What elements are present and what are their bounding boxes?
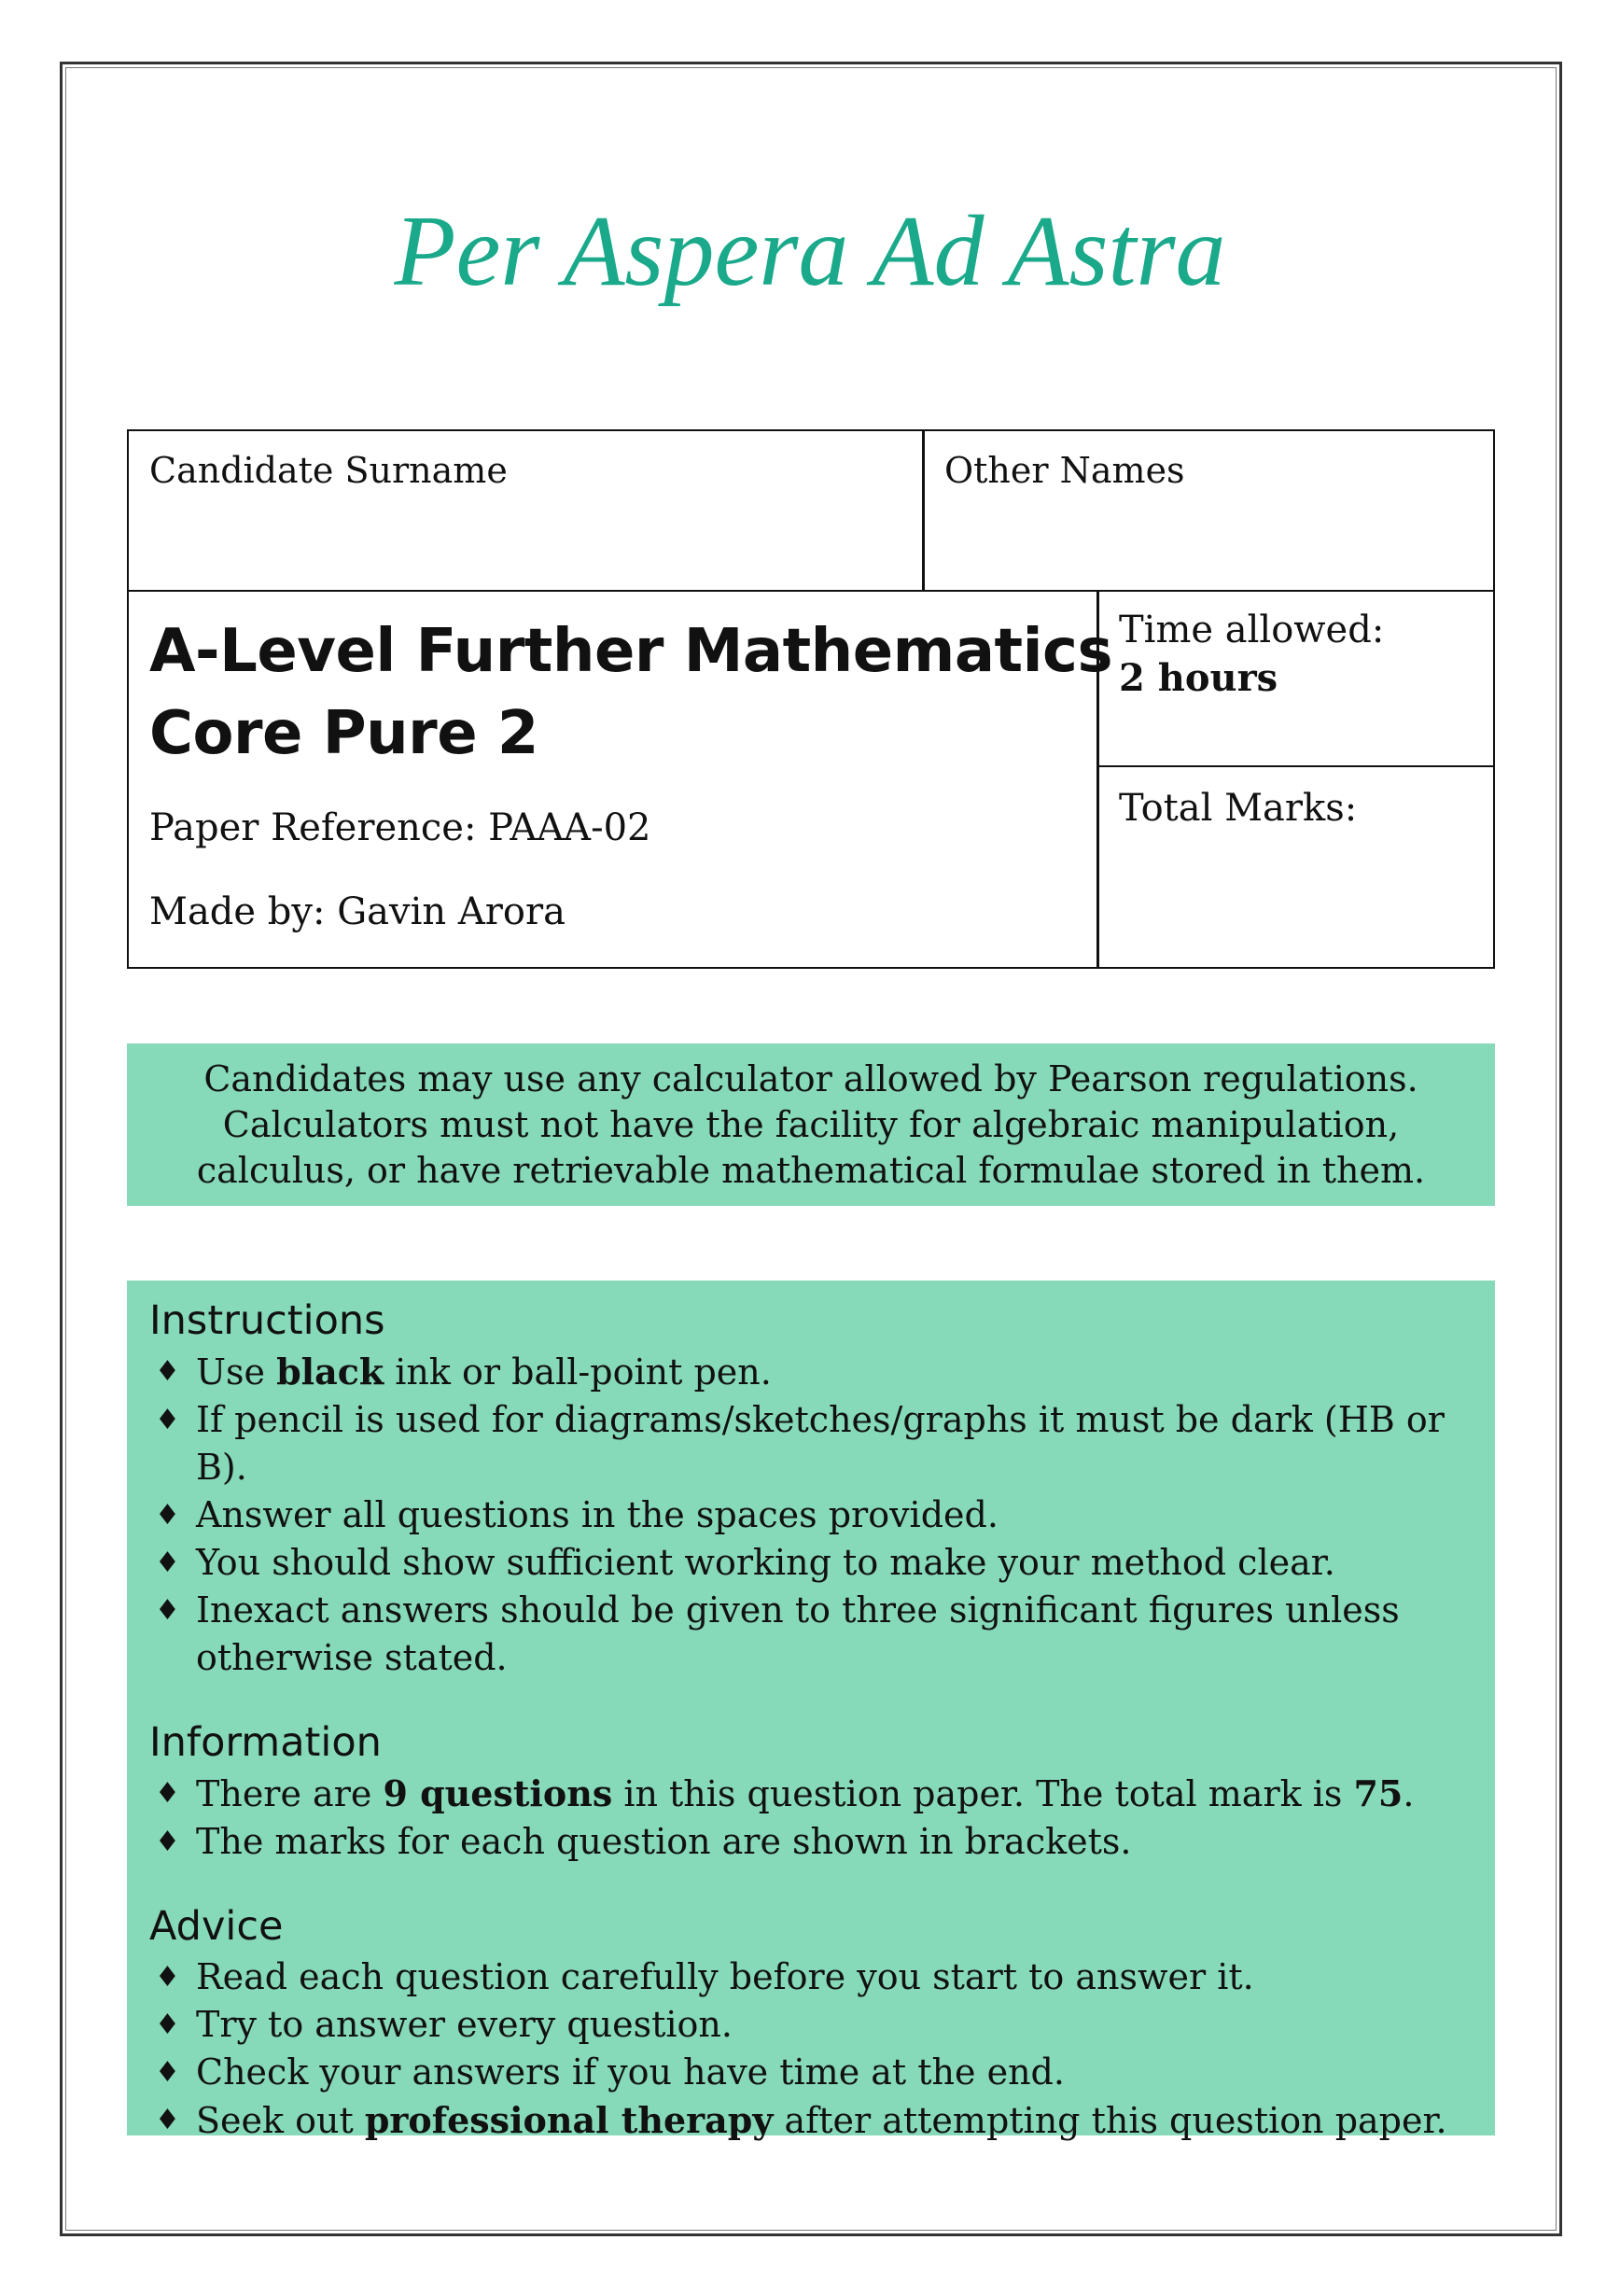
paper-title-cell: [127, 590, 1113, 969]
advice-list: [149, 1953, 1469, 2145]
advice-heading: Advice: [149, 1903, 284, 1950]
instruction-item: ♦ If pencil is used for diagrams/sketches/graphs it must be dark (HB or B).: [149, 1396, 1469, 1491]
time-allowed-value: 2 hours: [1119, 656, 1278, 700]
diamond-bullet-icon: ♦: [155, 2104, 180, 2136]
calculator-notice: Candidates may use any calculator allowed by Pearson regulations. Calculators must not have the facility for algebraic manipulation, calculus, or have retrievable mathematical formulae stored in them.: [127, 1043, 1495, 1206]
diamond-bullet-icon: ♦: [155, 1961, 180, 1994]
information-heading: Information: [149, 1719, 382, 1766]
candidate-surname-label: Candidate Surname: [149, 450, 508, 491]
time-allowed-cell: [1096, 590, 1495, 767]
candidate-surname-field[interactable]: [127, 429, 925, 592]
information-item: ♦ The marks for each question are shown in brackets.: [149, 1818, 1469, 1866]
advice-item: ♦ Try to answer every question.: [149, 2001, 1469, 2049]
other-names-field[interactable]: [922, 429, 1495, 592]
paper-title-line-1: A-Level Further Mathematics: [149, 617, 1113, 686]
other-names-label: Other Names: [944, 450, 1185, 491]
instruction-item: ♦ Inexact answers should be given to three significant figures unless otherwise stated.: [149, 1587, 1469, 1682]
information-list: [149, 1770, 1469, 1866]
paper-reference: Paper Reference: PAAA-02: [149, 806, 651, 849]
diamond-bullet-icon: ♦: [155, 1499, 180, 1532]
advice-item: ♦ Seek out professional therapy after attempting this question paper.: [149, 2096, 1469, 2145]
advice-item: ♦ Read each question carefully before you start to answer it.: [149, 1953, 1469, 2001]
instruction-item: ♦ Answer all questions in the spaces provided.: [149, 1491, 1469, 1539]
diamond-bullet-icon: ♦: [155, 2056, 180, 2089]
total-marks-field[interactable]: [1096, 765, 1495, 969]
motto-heading: Per Aspera Ad Astra: [394, 196, 1226, 307]
paper-title: [149, 610, 1112, 775]
diamond-bullet-icon: ♦: [155, 1355, 180, 1388]
time-allowed-label: Time allowed:: [1119, 609, 1385, 651]
diamond-bullet-icon: ♦: [155, 1594, 180, 1627]
instruction-item: ♦ Use black ink or ball-point pen.: [149, 1348, 1469, 1396]
instructions-panel: [127, 1281, 1495, 2141]
diamond-bullet-icon: ♦: [155, 2009, 180, 2041]
information-item: ♦ There are 9 questions in this question paper. The total mark is 75.: [149, 1770, 1469, 1818]
diamond-bullet-icon: ♦: [155, 1547, 180, 1579]
diamond-bullet-icon: ♦: [155, 1404, 180, 1436]
instruction-item: ♦ You should show sufficient working to make your method clear.: [149, 1539, 1469, 1587]
instructions-heading: Instructions: [149, 1297, 385, 1344]
diamond-bullet-icon: ♦: [155, 1826, 180, 1858]
diamond-bullet-icon: ♦: [155, 1777, 180, 1810]
paper-title-line-2: Core Pure 2: [149, 699, 538, 768]
total-marks-label: Total Marks:: [1119, 787, 1358, 830]
advice-item: ♦ Check your answers if you have time at the end.: [149, 2049, 1469, 2096]
instructions-list: [149, 1348, 1469, 1682]
paper-author: Made by: Gavin Arora: [149, 890, 566, 933]
